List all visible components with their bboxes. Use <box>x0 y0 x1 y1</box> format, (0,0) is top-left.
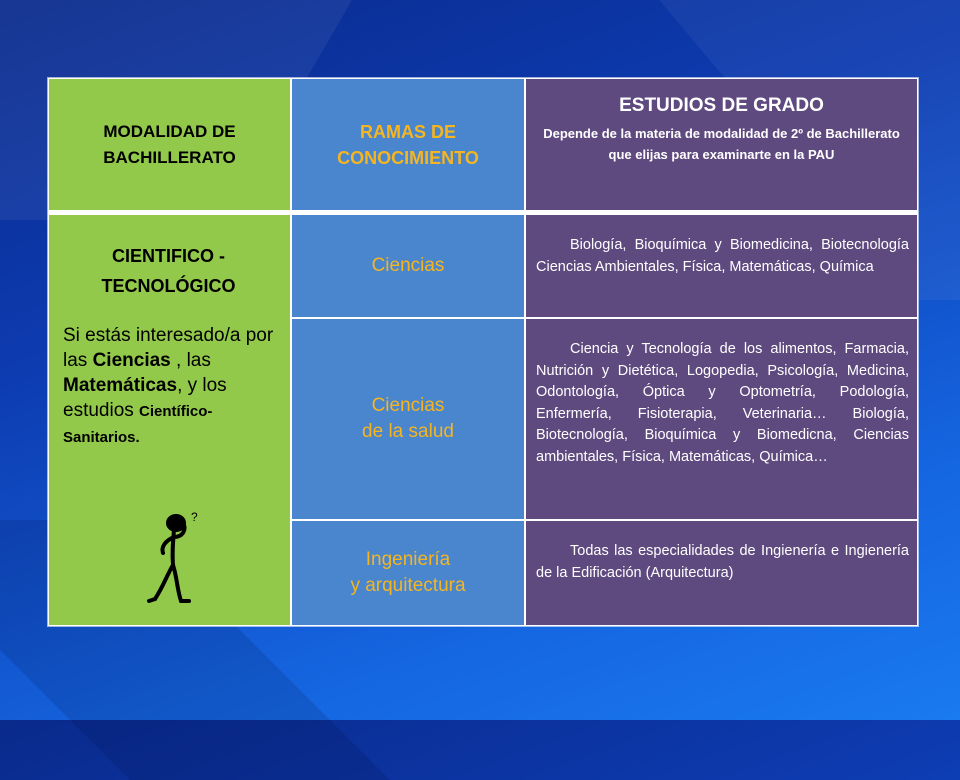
modalidad-description <box>63 323 274 450</box>
modalidad-text-2: , las <box>170 350 211 371</box>
studies-ciencias <box>525 214 918 318</box>
modalidad-text-3: , y los estudios <box>63 375 227 421</box>
thinking-person-icon <box>143 507 213 607</box>
svg-text:?: ? <box>191 510 198 524</box>
studies-ciencias-salud <box>525 318 918 520</box>
header-estudios-note: Depende de la materia de modalidad de 2º de Bachillerato que elijas para examinarte en la PAU <box>543 126 900 162</box>
studies-ciencias-text: Biología, Bioquímica y Biomedicina, Biotecnología Ciencias Ambientales, Física, Matemáticas, Química <box>536 237 909 275</box>
modalidad-cell <box>48 214 291 626</box>
bachillerato-table <box>48 78 918 626</box>
branch-ingenieria-line2: y arquitectura <box>350 575 466 596</box>
modalidad-title: CIENTIFICO - TECNOLÓGICO <box>101 246 236 296</box>
header-modalidad <box>48 78 291 214</box>
branch-ciencias-salud-label <box>362 393 454 445</box>
header-ramas <box>291 78 525 214</box>
header-ramas-label: RAMAS DE CONOCIMIENTO <box>337 121 479 168</box>
branch-ingenieria-line1: Ingeniería <box>365 549 451 570</box>
modalidad-small-bold: Científico-Sanitarios. <box>63 403 213 446</box>
header-estudios <box>525 78 918 214</box>
branch-ciencias-salud <box>291 318 525 520</box>
studies-ciencias-salud-text: Ciencia y Tecnología de los alimentos, Farmacia, Nutrición y Dietética, Logopedia, Psicología, Medicina, Odontología, Óptica y Optometría, Podología, Enfermería, Fisioterapia, Veterinaria… Biología, Biotecnología, Bioquímica y Biomedicna, Ciencias ambientales, Física, Matemáticas, Química… <box>536 341 909 465</box>
modalidad-bold-ciencias: Ciencias <box>92 350 171 371</box>
modalidad-bold-matematicas: Matemáticas <box>63 375 178 396</box>
studies-ingenieria-text: Todas las especialidades de Ingienería e Ingienería de la Edificación (Arquitectura) <box>536 543 909 581</box>
studies-ingenieria <box>525 520 918 626</box>
header-modalidad-label: MODALIDAD DE BACHILLERATO <box>103 121 236 167</box>
branch-ingenieria-label <box>350 547 465 599</box>
branch-ciencias-label: Ciencias <box>371 255 445 276</box>
branch-ciencias-salud-line2: de la salud <box>362 421 454 442</box>
branch-ciencias <box>291 214 525 318</box>
modalidad-text-1: Si estás interesado/a por las <box>63 325 274 371</box>
branch-ingenieria <box>291 520 525 626</box>
header-estudios-title: ESTUDIOS DE GRADO <box>619 95 824 116</box>
branch-ciencias-salud-line1: Ciencias <box>371 395 445 416</box>
